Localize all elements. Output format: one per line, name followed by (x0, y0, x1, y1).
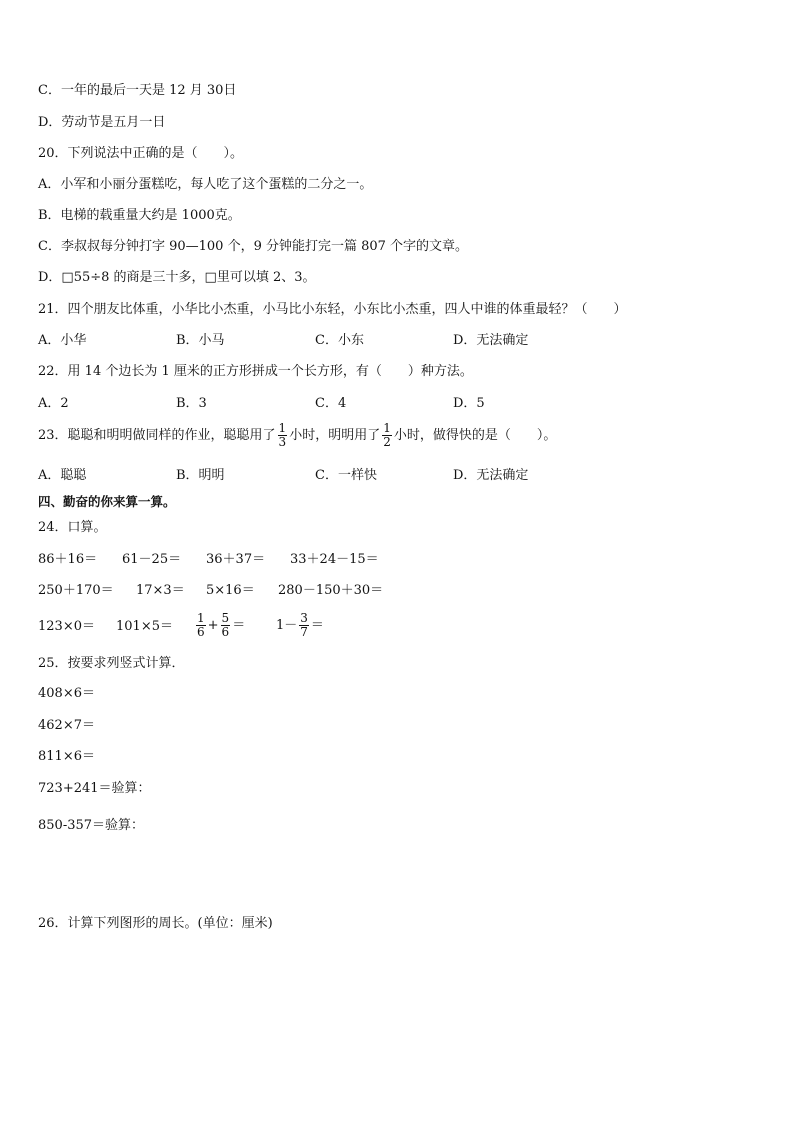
q20-option-a: A．小军和小丽分蛋糕吃，每人吃了这个蛋糕的二分之一。 (38, 177, 373, 192)
oral-calc-fraction-subtract (276, 606, 324, 646)
fraction-numerator: 1 (197, 611, 205, 625)
oral-calc-fraction-sum (194, 606, 245, 646)
fraction-denominator: 2 (383, 435, 391, 449)
q23-option-a: A．聪聪 (38, 468, 87, 483)
fraction (196, 612, 206, 639)
oral-calc-item: 5×16＝ (206, 583, 255, 598)
question-22: 22．用 14 个边长为 1 厘米的正方形拼成一个长方形，有（ ）种方法。 (38, 364, 473, 379)
oral-calc-item: 33＋24－15＝ (290, 552, 379, 567)
fraction-denominator: 7 (300, 625, 308, 639)
oral-calc-item: 101×5＝ (116, 619, 173, 634)
written-calc-item: 850-357＝验算： (38, 818, 145, 833)
q21-option-a: A．小华 (38, 333, 87, 348)
q23-suffix: 小时，做得快的是（ ）。 (393, 428, 557, 443)
q23-option-d: D．无法确定 (453, 468, 529, 483)
question-25: 25．按要求列竖式计算． (38, 656, 185, 671)
oral-calc-item: 123×0＝ (38, 619, 95, 634)
fraction-numerator: 5 (221, 611, 230, 625)
fraction-numerator: 3 (300, 611, 308, 625)
subtract-prefix: 1－ (276, 618, 298, 633)
written-calc-item: 811×6＝ (38, 749, 95, 764)
section-heading-4: 四、勤奋的你来算一算。 (38, 494, 176, 509)
plus-sign: + (207, 618, 219, 633)
fraction-numerator: 1 (383, 421, 391, 435)
question-26: 26．计算下列图形的周长。(单位：厘米) (38, 916, 273, 931)
oral-calc-item: 280－150＋30＝ (278, 583, 384, 598)
q20-option-d: D．□55÷8 的商是三十多，□里可以填 2、3。 (38, 270, 316, 285)
fraction (221, 612, 231, 639)
question-20: 20．下列说法中正确的是（ ）。 (38, 146, 244, 161)
q22-option-c: C．4 (315, 396, 347, 411)
oral-calc-item: 17×3＝ (136, 583, 185, 598)
q23-fraction-one-third (278, 422, 288, 449)
q22-option-d: D．5 (453, 396, 485, 411)
fraction-denominator: 6 (197, 625, 205, 639)
q21-option-c: C．小东 (315, 333, 364, 348)
q20-option-b: B．电梯的载重量大约是 1000克。 (38, 208, 241, 223)
oral-calc-item: 250＋170＝ (38, 583, 114, 598)
fraction-denominator: 3 (278, 435, 287, 449)
q23-mid: 小时，明明用了 (289, 428, 381, 443)
oral-calc-item: 36＋37＝ (206, 552, 266, 567)
fraction-numerator: 1 (278, 421, 287, 435)
q22-option-b: B．3 (176, 396, 207, 411)
written-calc-item: 462×7＝ (38, 718, 95, 733)
equals-sign: ＝ (310, 618, 324, 633)
question-21: 21．四个朋友比体重，小华比小杰重，小马比小东轻，小东比小杰重，四人中谁的体重最轻？（ ） (38, 302, 627, 317)
fraction-denominator: 6 (221, 625, 230, 639)
written-calc-item: 723+241＝验算： (38, 781, 151, 796)
equals-sign: ＝ (232, 618, 246, 633)
written-calc-item: 408×6＝ (38, 686, 95, 701)
option-d-labor-day: D．劳动节是五月一日 (38, 115, 166, 130)
q21-option-d: D．无法确定 (453, 333, 529, 348)
option-c-last-day: C．一年的最后一天是 12 月 30日 (38, 83, 237, 98)
question-24: 24．口算。 (38, 520, 107, 535)
fraction (299, 612, 309, 639)
oral-calc-item: 61－25＝ (122, 552, 182, 567)
q23-option-b: B．明明 (176, 468, 225, 483)
q23-prefix: 23．聪聪和明明做同样的作业，聪聪用了 (38, 428, 276, 443)
q22-option-a: A．2 (38, 396, 69, 411)
question-23 (38, 422, 556, 450)
q20-option-c: C．李叔叔每分钟打字 90—100 个，9 分钟能打完一篇 807 个字的文章。 (38, 239, 469, 254)
q21-option-b: B．小马 (176, 333, 225, 348)
q23-fraction-one-half (382, 422, 392, 449)
q23-option-c: C．一样快 (315, 468, 377, 483)
oral-calc-item: 86＋16＝ (38, 552, 98, 567)
